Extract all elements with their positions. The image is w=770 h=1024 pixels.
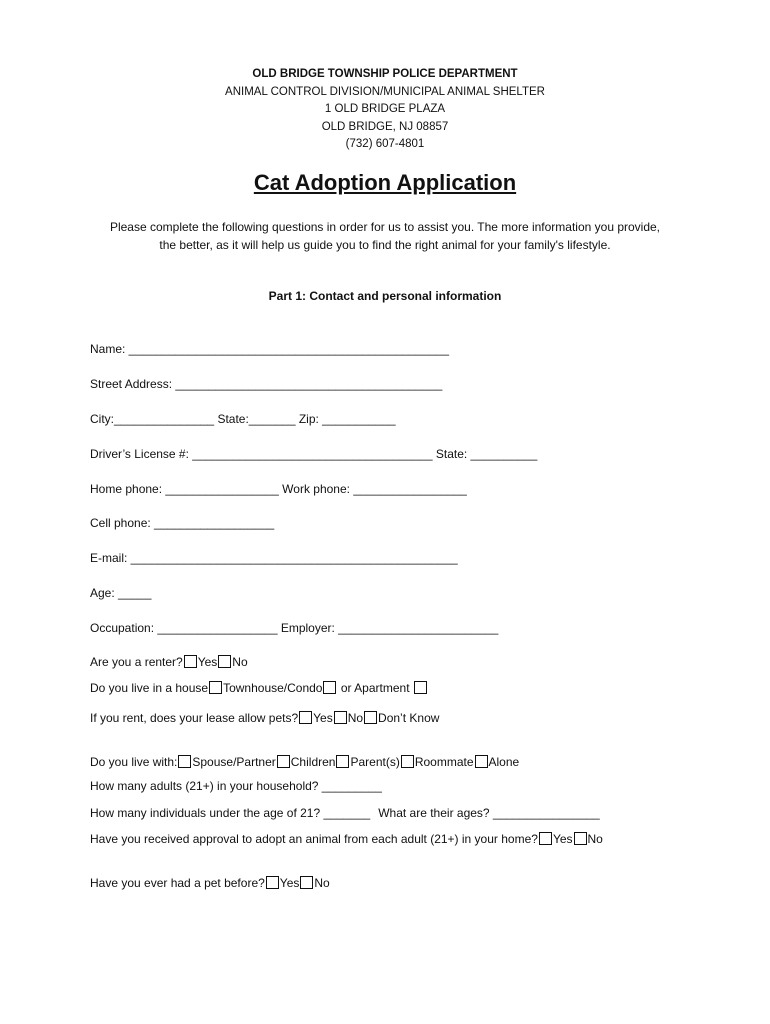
townhouse-label: Townhouse/Condo bbox=[223, 681, 323, 695]
email-field[interactable]: E-mail: _________________________________________________ bbox=[90, 551, 458, 565]
renter-question bbox=[90, 654, 248, 670]
department-name: OLD BRIDGE TOWNSHIP POLICE DEPARTMENT bbox=[252, 68, 518, 80]
approval-yes-checkbox[interactable] bbox=[539, 832, 552, 845]
alone-checkbox[interactable] bbox=[475, 755, 488, 768]
intro-paragraph bbox=[80, 218, 690, 254]
phone-number: (732) 607-4801 bbox=[345, 138, 425, 150]
pet-before-label: Have you ever had a pet before? bbox=[90, 876, 265, 890]
drivers-license-field[interactable]: Driver’s License #: ____________________________________ State: __________ bbox=[90, 447, 538, 461]
phone-fields[interactable]: Home phone: _________________ Work phone: _________________ bbox=[90, 482, 467, 496]
lease-no-checkbox[interactable] bbox=[334, 711, 347, 724]
ages-field[interactable]: What are their ages? ________________ bbox=[378, 806, 600, 820]
spouse-label: Spouse/Partner bbox=[192, 755, 276, 769]
children-checkbox[interactable] bbox=[277, 755, 290, 768]
renter-no-label: No bbox=[232, 655, 248, 669]
approval-no-label: No bbox=[587, 832, 603, 846]
adults-count-field[interactable]: How many adults (21+) in your household? _________ bbox=[90, 779, 382, 793]
spouse-checkbox[interactable] bbox=[178, 755, 191, 768]
house-checkbox[interactable] bbox=[209, 681, 222, 694]
approval-label: Have you received approval to adopt an animal from each adult (21+) in your home? bbox=[90, 832, 538, 846]
roommate-label: Roommate bbox=[414, 755, 474, 769]
under-21-field[interactable]: How many individuals under the age of 21? _______ bbox=[90, 806, 371, 820]
address-line-2: OLD BRIDGE, NJ 08857 bbox=[321, 120, 449, 133]
intro-line-1: Please complete the following questions in order for us to assist you. The more information you provide, bbox=[109, 220, 661, 234]
letterhead bbox=[0, 66, 770, 154]
approval-no-checkbox[interactable] bbox=[574, 832, 587, 845]
pet-before-yes-checkbox[interactable] bbox=[266, 876, 279, 889]
intro-line-2: the better, as it will help us guide you to find the right animal for your family's lifestyle. bbox=[159, 238, 611, 252]
townhouse-checkbox[interactable] bbox=[323, 681, 336, 694]
live-with-question bbox=[90, 754, 519, 770]
pet-before-question bbox=[90, 875, 330, 891]
residence-label: Do you live in a house bbox=[90, 681, 209, 695]
parents-label: Parent(s) bbox=[350, 755, 400, 769]
lease-no-label: No bbox=[347, 711, 364, 725]
pet-before-yes-label: Yes bbox=[279, 876, 300, 890]
parents-checkbox[interactable] bbox=[336, 755, 349, 768]
roommate-checkbox[interactable] bbox=[401, 755, 414, 768]
name-field[interactable]: Name: ________________________________________________ bbox=[90, 342, 450, 356]
apartment-checkbox[interactable] bbox=[414, 681, 427, 694]
apartment-label: or Apartment bbox=[340, 681, 410, 695]
part-1-heading: Part 1: Contact and personal information bbox=[268, 289, 502, 303]
children-label: Children bbox=[290, 755, 336, 769]
lease-yes-checkbox[interactable] bbox=[299, 711, 312, 724]
lease-yes-label: Yes bbox=[313, 711, 333, 725]
pet-before-no-label: No bbox=[314, 876, 330, 890]
city-state-zip-field[interactable]: City:_______________ State:_______ Zip: ___________ bbox=[90, 412, 396, 426]
page-title: Cat Adoption Application bbox=[253, 170, 517, 195]
pet-before-no-checkbox[interactable] bbox=[300, 876, 313, 889]
renter-no-checkbox[interactable] bbox=[218, 655, 231, 668]
street-address-field[interactable]: Street Address: ________________________________________ bbox=[90, 377, 443, 391]
division-name: ANIMAL CONTROL DIVISION/MUNICIPAL ANIMAL SHELTER bbox=[225, 85, 545, 98]
lease-question bbox=[90, 710, 439, 726]
renter-yes-label: Yes bbox=[197, 655, 218, 669]
lease-dont-know-label: Don’t Know bbox=[378, 711, 440, 725]
renter-label: Are you a renter? bbox=[90, 655, 183, 669]
cell-phone-field[interactable]: Cell phone: __________________ bbox=[90, 516, 275, 530]
alone-label: Alone bbox=[488, 755, 520, 769]
under-21-question bbox=[90, 805, 600, 821]
approval-yes-label: Yes bbox=[552, 832, 573, 846]
live-with-label: Do you live with: bbox=[90, 755, 178, 769]
renter-yes-checkbox[interactable] bbox=[184, 655, 197, 668]
age-field[interactable]: Age: _____ bbox=[90, 586, 152, 600]
approval-question bbox=[90, 831, 603, 847]
occupation-employer-field[interactable]: Occupation: __________________ Employer: ________________________ bbox=[90, 621, 499, 635]
address-line-1: 1 OLD BRIDGE PLAZA bbox=[324, 103, 446, 115]
lease-label: If you rent, does your lease allow pets? bbox=[90, 711, 299, 725]
lease-dont-know-checkbox[interactable] bbox=[364, 711, 377, 724]
residence-question bbox=[90, 680, 428, 696]
